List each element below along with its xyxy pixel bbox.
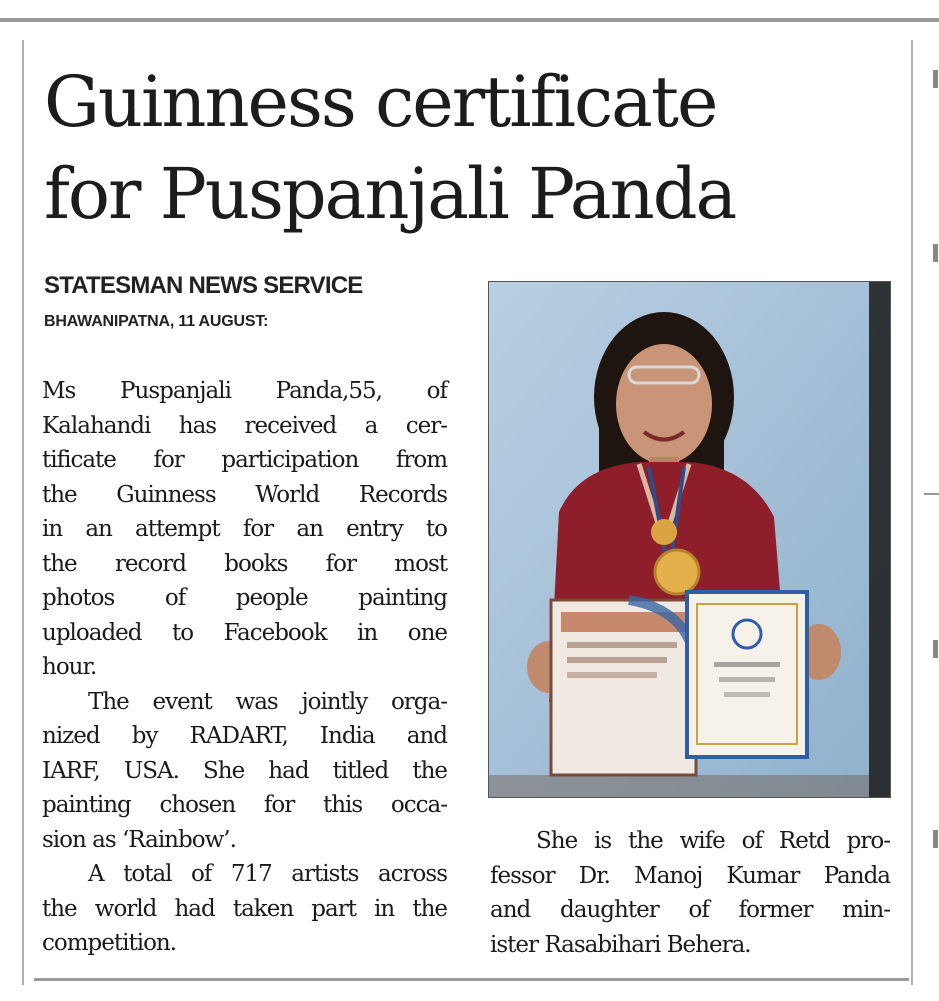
body-line: ister Rasabihari Behera. [490,931,751,958]
body-line: A total of 717 artists across [88,861,447,887]
body-line: painting chosen for this occa- [42,792,447,818]
byline: STATESMAN NEWS SERVICE [44,272,363,299]
woman-holding-certificates-photo [489,282,891,798]
body-line: and daughter of former min- [490,897,890,923]
left-column-rule [22,40,24,985]
adjacent-article-rule [924,493,939,495]
body-line: She is the wife of Retd pro- [536,828,890,854]
body-line: Kalahandi has received a cer- [42,412,447,439]
body-line: IARF, USA. She had titled the [42,757,447,784]
body-line: the record books for most [42,550,447,577]
bottom-rule [34,978,909,981]
body-line: the Guinness World Records [42,481,447,508]
adjacent-article-fragment [933,830,938,848]
body-line: fessor Dr. Manoj Kumar Panda [490,862,890,889]
body-line: uploaded to Facebook in one [42,619,447,646]
body-line: sion as ‘Rainbow’. [42,826,236,853]
body-line: Ms Puspanjali Panda,55, of [42,378,447,404]
body-line: hour. [42,654,97,680]
article-body-right-column [490,824,890,962]
dateline: BHAWANIPATNA, 11 AUGUST: [44,313,269,330]
body-line: competition. [42,930,177,956]
body-line: the world had taken part in the [42,895,447,922]
headline [44,56,904,240]
top-rule [0,18,939,22]
adjacent-article-fragment [933,640,938,658]
body-line: nized by RADART, India and [42,723,447,749]
body-line: tificate for participation from [42,447,447,473]
article-body-left-column [42,374,447,961]
body-line: photos of people painting [42,585,447,611]
body-line: The event was jointly orga- [88,688,447,715]
headline-line-2: for Puspanjali Panda [44,153,736,235]
headline-line-1: Guinness certificate [44,61,717,143]
article-photo [488,281,891,798]
adjacent-article-fragment [933,70,938,88]
body-line: in an attempt for an entry to [42,516,447,542]
adjacent-article-fragment [933,244,938,262]
right-column-rule [911,40,913,985]
